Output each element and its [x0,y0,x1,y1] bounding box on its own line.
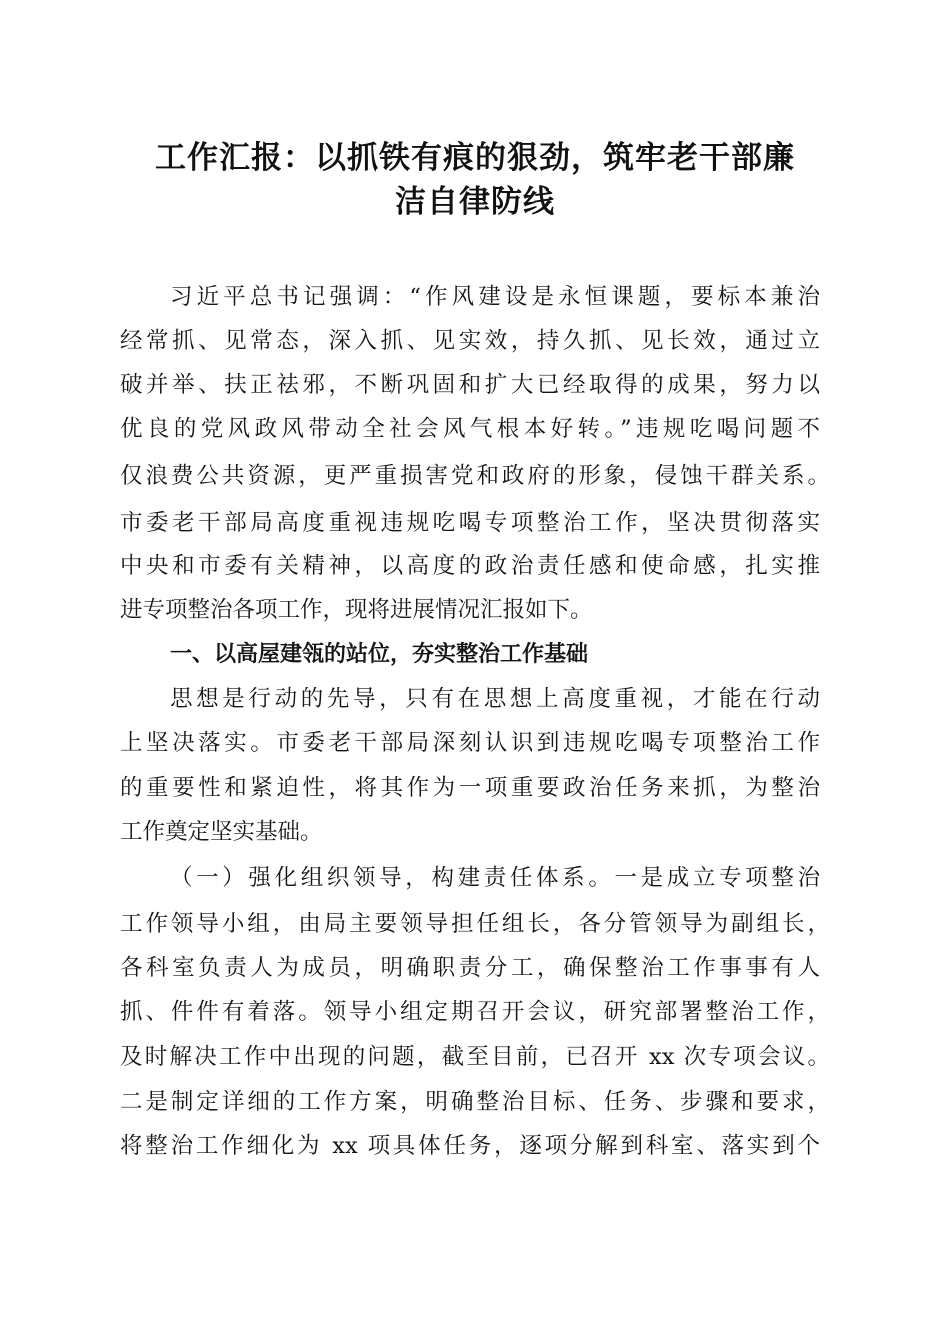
paragraph-line: 工作奠定坚实基础。 [120,819,323,845]
paragraph-line: 工作领导小组，由局主要领导担任组长，各分管领导为副组长， [120,911,830,937]
title-line-1: 工作汇报：以抓铁有痕的狠劲，筑牢老干部廉 [155,140,795,176]
paragraph-line: 破并举、扶正祛邪，不断巩固和扩大已经取得的成果，努力以 [120,372,820,398]
paragraph-line: 将整治工作细化为 xx 项具体任务，逐项分解到科室、落实到个 [120,1133,820,1159]
paragraph-line: 仅浪费公共资源，更严重损害党和政府的形象，侵蚀干群关系。 [120,463,830,489]
paragraph-line: 习近平总书记强调：“作风建设是永恒课题，要标本兼治 [170,284,820,310]
paragraph-line: 思想是行动的先导，只有在思想上高度重视，才能在行动 [170,686,820,712]
paragraph-line: 进专项整治各项工作，现将进展情况汇报如下。 [120,597,593,623]
paragraph-line: 中央和市委有关精神，以高度的政治责任感和使命感，扎实推 [120,553,820,579]
paragraph-line: 及时解决工作中出现的问题，截至目前，已召开 xx 次专项会议。 [120,1044,830,1070]
paragraph-line: 二是制定详细的工作方案，明确整治目标、任务、步骤和要求， [120,1089,830,1115]
paragraph-line: 经常抓、见常态，深入抓、见实效，持久抓、见长效，通过立 [120,328,820,354]
paragraph-line: 各科室负责人为成员，明确职责分工，确保整治工作事事有人 [120,955,820,981]
title-line-2: 洁自律防线 [395,184,555,220]
document-title [100,136,850,224]
paragraph-line: （一）强化组织领导，构建责任体系。一是成立专项整治 [170,865,820,891]
paragraph-line: 优良的党风政风带动全社会风气根本好转。”违规吃喝问题不 [120,416,820,442]
paragraph-line: 上坚决落实。市委老干部局深刻认识到违规吃喝专项整治工作 [120,730,820,756]
section-heading: 一、以高屋建瓴的站位，夯实整治工作基础 [170,642,589,667]
paragraph-line: 市委老干部局高度重视违规吃喝专项整治工作，坚决贯彻落实 [120,510,820,536]
paragraph-line: 抓、件件有着落。领导小组定期召开会议，研究部署整治工作， [120,999,830,1025]
paragraph-line: 的重要性和紧迫性，将其作为一项重要政治任务来抓，为整治 [120,775,820,801]
